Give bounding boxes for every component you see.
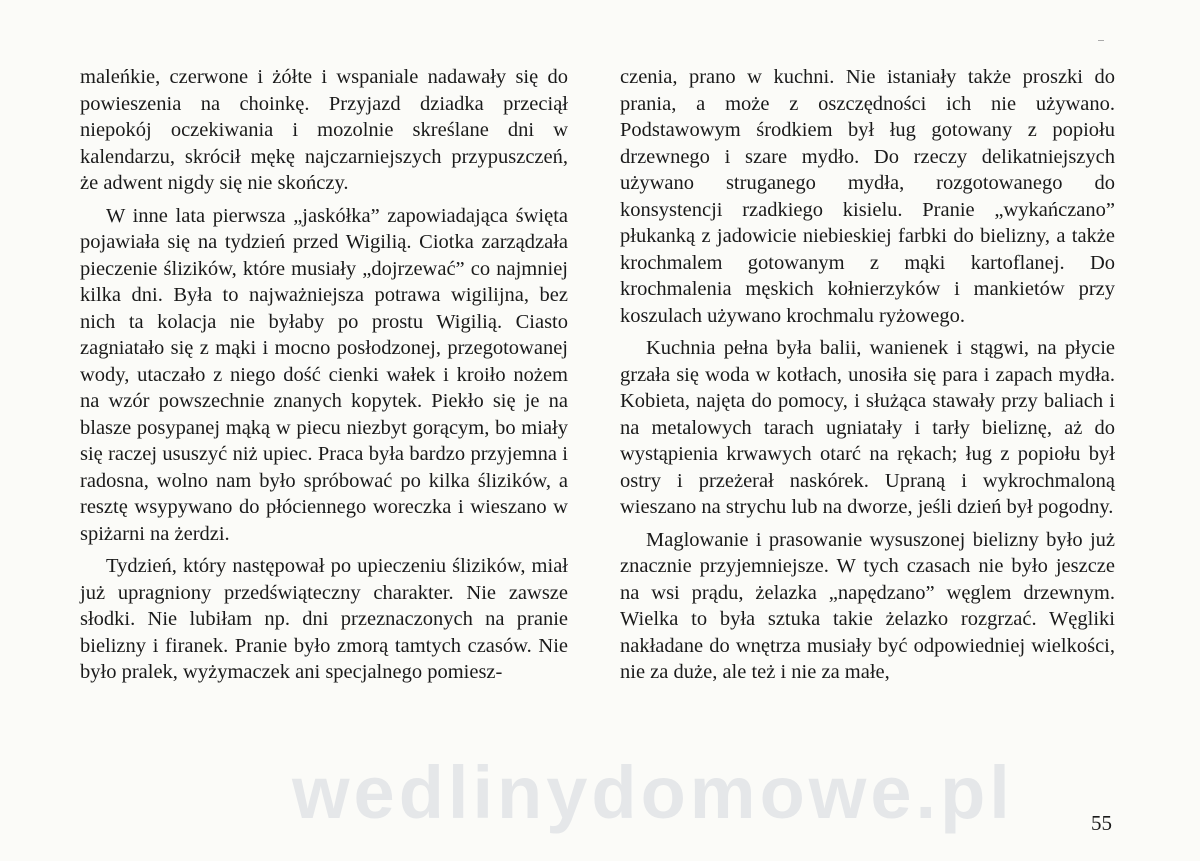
paragraph: maleńkie, czerwone i żółte i wspaniale nadawały się do powieszenia na choinkę. Przyjazd dziadka przeciął niepokój oczekiwania i mozolnie skreślane dni w kalendarzu, skrócił mękę najczarniejszych przypuszczeń, że adwent nigdy się nie skończy. [80, 66, 568, 194]
page-number: 55 [1091, 811, 1112, 835]
paragraph: W inne lata pierwsza „jaskółka” zapowiadająca święta pojawiała się na tydzień przed Wigilią. Ciotka zarządzała pieczenie ślizików, które musiały „dojrzewać” co najmniej kilka dni. Była to najważniejsza potrawa wigilijna, bez nich ta kolacja nie byłaby po prostu Wigilią. Ciasto zagniatało się z mąki i mocno posłodzonej, przegotowanej wody, utaczało z niego dość cienki wałek i kroiło nożem na wzór powszechnie znanych kopytek. Piekło się je na blasze posypanej mąką w piecu niezbyt gorącym, bo miały się raczej ususzyć niż upiec. Praca była bardzo przyjemna i radosna, wolno nam było spróbować po kilka ślizików, a resztę wsypywano do płóciennego woreczka i wieszano w spiżarni na żerdzi. [80, 204, 568, 545]
paragraph: Kuchnia pełna była balii, wanienek i stągwi, na płycie grzała się woda w kotłach, unosiła się para i zapach mydła. Kobieta, najęta do pomocy, i służąca stawały przy baliach i na metalowych tarach ugniatały i tarły bieliznę, aż do wystąpienia krwawych otarć na rękach; ług z popiołu był ostry i przeżerał naskórek. Upraną i wykrochmaloną wieszano na strychu lub na dworze, jeśli dzień był pogodny. [620, 337, 1115, 518]
scan-speck [1098, 40, 1104, 41]
paragraph: czenia, prano w kuchni. Nie istaniały także proszki do prania, a może z oszczędności ich nie używano. Podstawowym środkiem był ług gotowany z popiołu drzewnego i szare mydło. Do rzeczy delikatniejszych używano struganego mydła, rozgotowanego do konsystencji rzadkiego kisielu. Pranie „wykańczano” płukanką z jadowicie niebieskiej farbki do bielizny, a także krochmalem gotowanym z mąki kartoflanej. Do krochmalenia męskich kołnierzyków i mankietów przy koszulach używano krochmalu ryżowego. [620, 66, 1115, 327]
watermark: wedlinydomowe.pl [292, 751, 1014, 834]
left-text-column [80, 64, 568, 692]
right-text-column [620, 64, 1115, 692]
paragraph: Maglowanie i prasowanie wysuszonej bielizny było już znacznie przyjemniejsze. W tych czasach nie było jeszcze na wsi prądu, żelazka „napędzano” węglem drzewnym. Wielka to była sztuka takie żelazko rozgrzać. Węgliki nakładane do wnętrza musiały być odpowiedniej wielkości, nie za duże, ale też i nie za małe, [620, 528, 1115, 683]
paragraph: Tydzień, który następował po upieczeniu ślizików, miał już upragniony przedświąteczny charakter. Nie zawsze słodki. Nie lubiłam np. dni przeznaczonych na pranie bielizny i firanek. Pranie było zmorą tamtych czasów. Nie było pralek, wyżymaczek ani specjalnego pomiesz- [80, 555, 568, 683]
